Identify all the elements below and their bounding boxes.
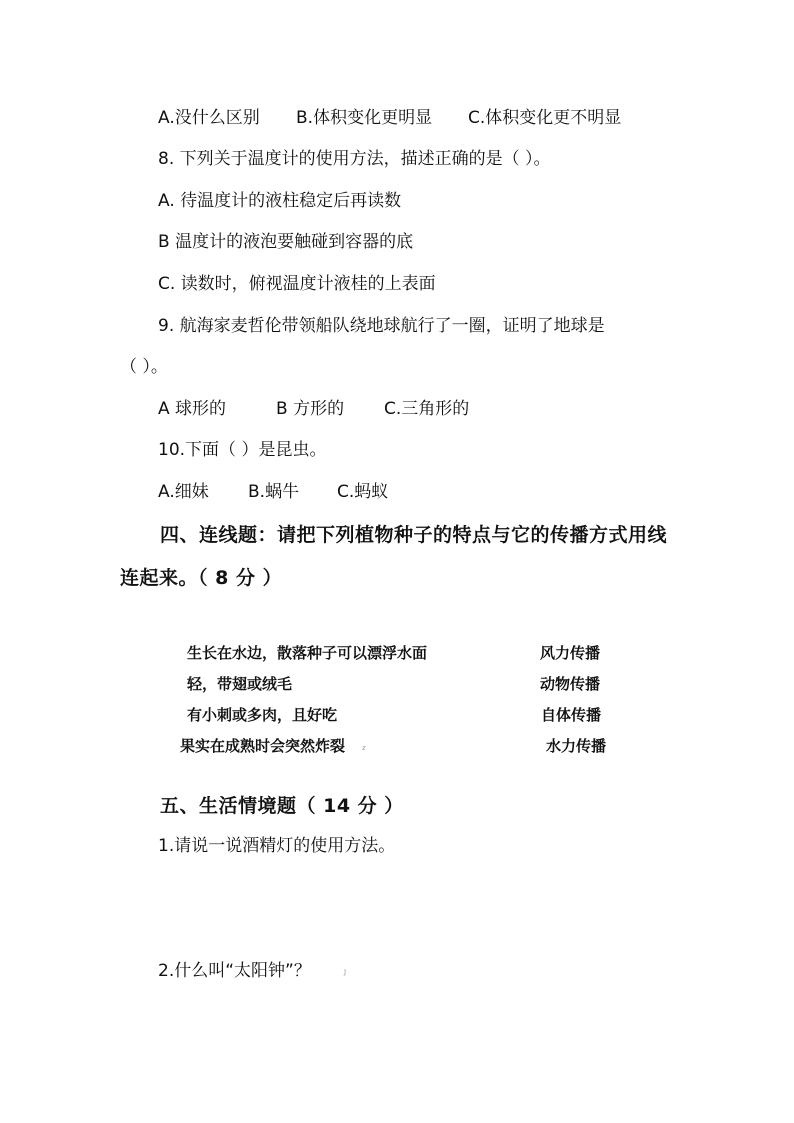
q8-stem: 8. 下列关于温度计的使用方法，描述正确的是（ ）。	[158, 149, 551, 169]
q9-stem-line1: 9. 航海家麦哲伦带领船队绕地球航行了一圈，证明了地球是	[158, 316, 605, 336]
q10-stem: 10.下面（ ）是昆虫。	[158, 440, 327, 460]
section5-q1: 1.请说一说酒精灯的使用方法。	[158, 836, 396, 856]
section5-q2: 2.什么叫“太阳钟”？	[158, 961, 311, 981]
section4-title-line2: 连起来。（ 8 分 ）	[120, 567, 283, 589]
match-left-1: 生长在水边，散落种子可以漂浮水面	[187, 644, 428, 662]
match-left-3: 有小刺或多肉，且好吃	[187, 706, 338, 724]
q7-option-a: A.没什么区别	[158, 108, 260, 128]
q9-option-a: A 球形的	[158, 399, 227, 419]
q9-option-c: C.三角形的	[384, 399, 470, 419]
match-right-3: 自体传播	[541, 706, 602, 724]
q10-option-c: C.蚂蚁	[337, 482, 389, 502]
q7-option-c: C.体积变化更不明显	[468, 108, 622, 128]
q9-option-b: B 方形的	[276, 399, 345, 419]
match-left-4: 果实在成熟时会突然炸裂	[180, 737, 346, 755]
match-right-2: 动物传播	[540, 675, 601, 693]
match-right-1: 风力传播	[540, 644, 601, 662]
q9-stem-line2: （ ）。	[120, 357, 168, 377]
section4-title-line1: 四、连线题：请把下列植物种子的特点与它的传播方式用线	[160, 524, 668, 546]
match-right-4: 水力传播	[546, 737, 607, 755]
q8-option-a: A. 待温度计的液柱稳定后再读数	[158, 191, 402, 211]
q8-option-c: C. 读数时，俯视温度计液桂的上表面	[158, 274, 436, 294]
stray-mark-2: J	[344, 968, 347, 976]
match-left-2: 轻，带翅或绒毛	[187, 675, 293, 693]
stray-mark: z	[362, 744, 366, 752]
q7-option-b: B.体积变化更明显	[296, 108, 433, 128]
section5-title: 五、生活情境题（ 14 分 ）	[160, 795, 404, 817]
q10-option-b: B.蜗牛	[248, 482, 300, 502]
q8-option-b: B 温度计的液泡要触碰到容器的底	[158, 232, 414, 252]
q10-option-a: A.细妹	[158, 482, 209, 502]
